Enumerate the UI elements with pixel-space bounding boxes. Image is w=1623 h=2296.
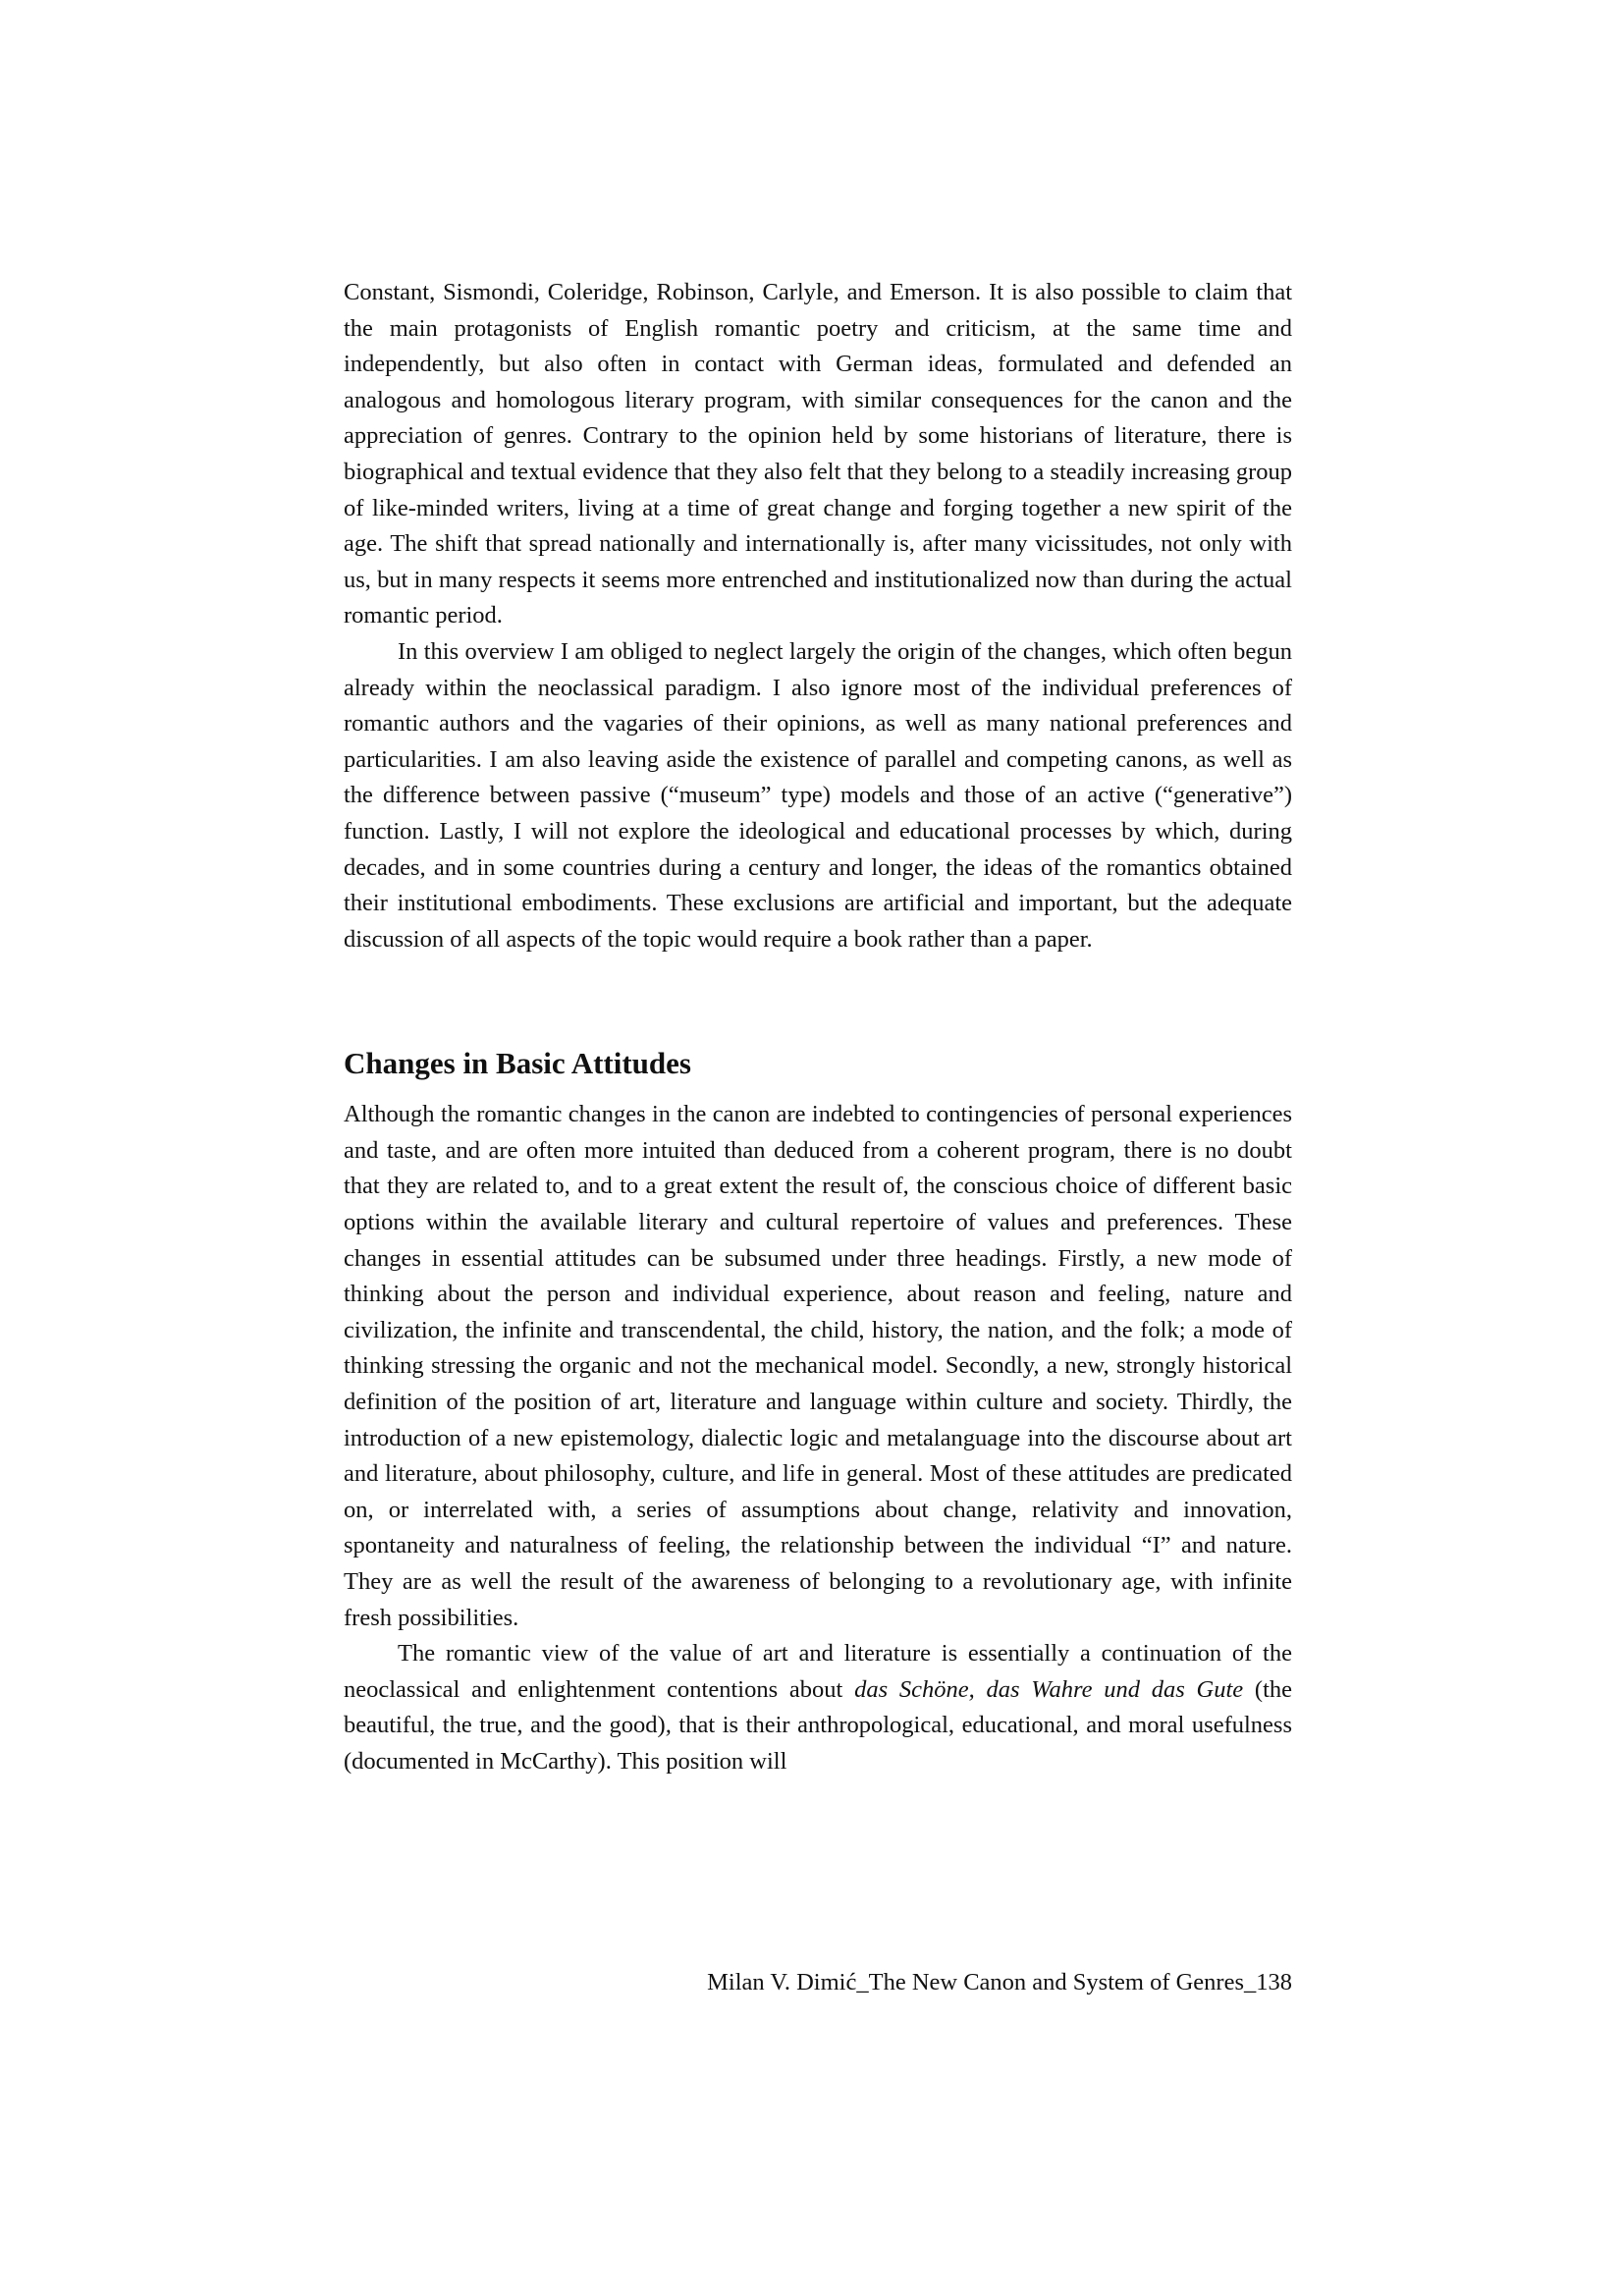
page-body <box>344 275 1292 1780</box>
section-heading-wrap <box>344 1044 1292 1083</box>
section-heading: Changes in Basic Attitudes <box>344 1046 691 1081</box>
running-footer: Milan V. Dimić_The New Canon and System of Genres_138 <box>707 1969 1292 1995</box>
paragraph-3: Although the romantic changes in the canon are indebted to contingencies of personal experiences and taste, and are often more intuited than deduced from a coherent program, there is no doubt that they are related to, and to a great extent the result of, the conscious choice of different basic options within the available literary and cultural repertoire of values and preferences. These changes in essential attitudes can be subsumed under three headings. Firstly, a new mode of thinking about the person and individual experience, about reason and feeling, nature and civilization, the infinite and transcendental, the child, history, the nation, and the folk; a mode of thinking stressing the organic and not the mechanical model. Secondly, a new, strongly historical definition of the position of art, literature and language within culture and society. Thirdly, the introduction of a new epistemology, dialectic logic and metalanguage into the discourse about art and literature, about philosophy, culture, and life in general. Most of these attitudes are predicated on, or interrelated with, a series of assumptions about change, relativity and innovation, spontaneity and naturalness of feeling, the relationship between the individual “I” and nature. They are as well the result of the awareness of belonging to a revolutionary age, with infinite fresh possibilities. <box>344 1101 1292 1631</box>
paragraph-4-text-c: that is their anthropological, educational, and moral usefulness (documented in McCarthy). This position will <box>344 1712 1292 1775</box>
paragraph-4 <box>344 1636 1292 1779</box>
paragraph-2: In this overview I am obliged to neglect largely the origin of the changes, which often begun already within the neoclassical paradigm. I also ignore most of the individual preferences of romantic authors and the vagaries of their opinions, as well as many national preferences and particularities. I am also leaving aside the existence of parallel and competing canons, as well as the difference between passive (“museum” type) models and those of an active (“generative”) function. Lastly, I will not explore the ideological and educational processes by which, during decades, and in some countries during a century and longer, the ideas of the romantics obtained their institutional embodiments. These exclusions are artificial and important, but the adequate discussion of all aspects of the topic would require a book rather than a paper. <box>344 637 1292 953</box>
paragraph-1: Constant, Sismondi, Coleridge, Robinson, Carlyle, and Emerson. It is also possible to claim that the main protagonists of English romantic poetry and criticism, at the same time and independently, but also often in contact with German ideas, formulated and defended an analogous and homologous literary program, with similar consequences for the canon and the appreciation of genres. Contrary to the opinion held by some historians of literature, there is biographical and textual evidence that they also felt that they belong to a steadily increasing group of like-minded writers, living at a time of great change and forging together a new spirit of the age. The shift that spread nationally and internationally is, after many vicissitudes, not only with us, but in many respects it seems more entrenched and institutionalized now than during the actual romantic period. <box>344 279 1292 629</box>
paragraph-4-italic-comma: , <box>665 1712 672 1739</box>
paragraph-4-text-a: The romantic view of the value of art and literature is essentially a continuation of the neoclassical and enlightenment contentions about <box>344 1640 1292 1703</box>
paragraph-4-text-b: (the beautiful, the true, and the good) <box>344 1675 1293 1739</box>
paragraph-4-italic-phrase: das Schöne, das Wahre und das Gute <box>854 1675 1244 1703</box>
